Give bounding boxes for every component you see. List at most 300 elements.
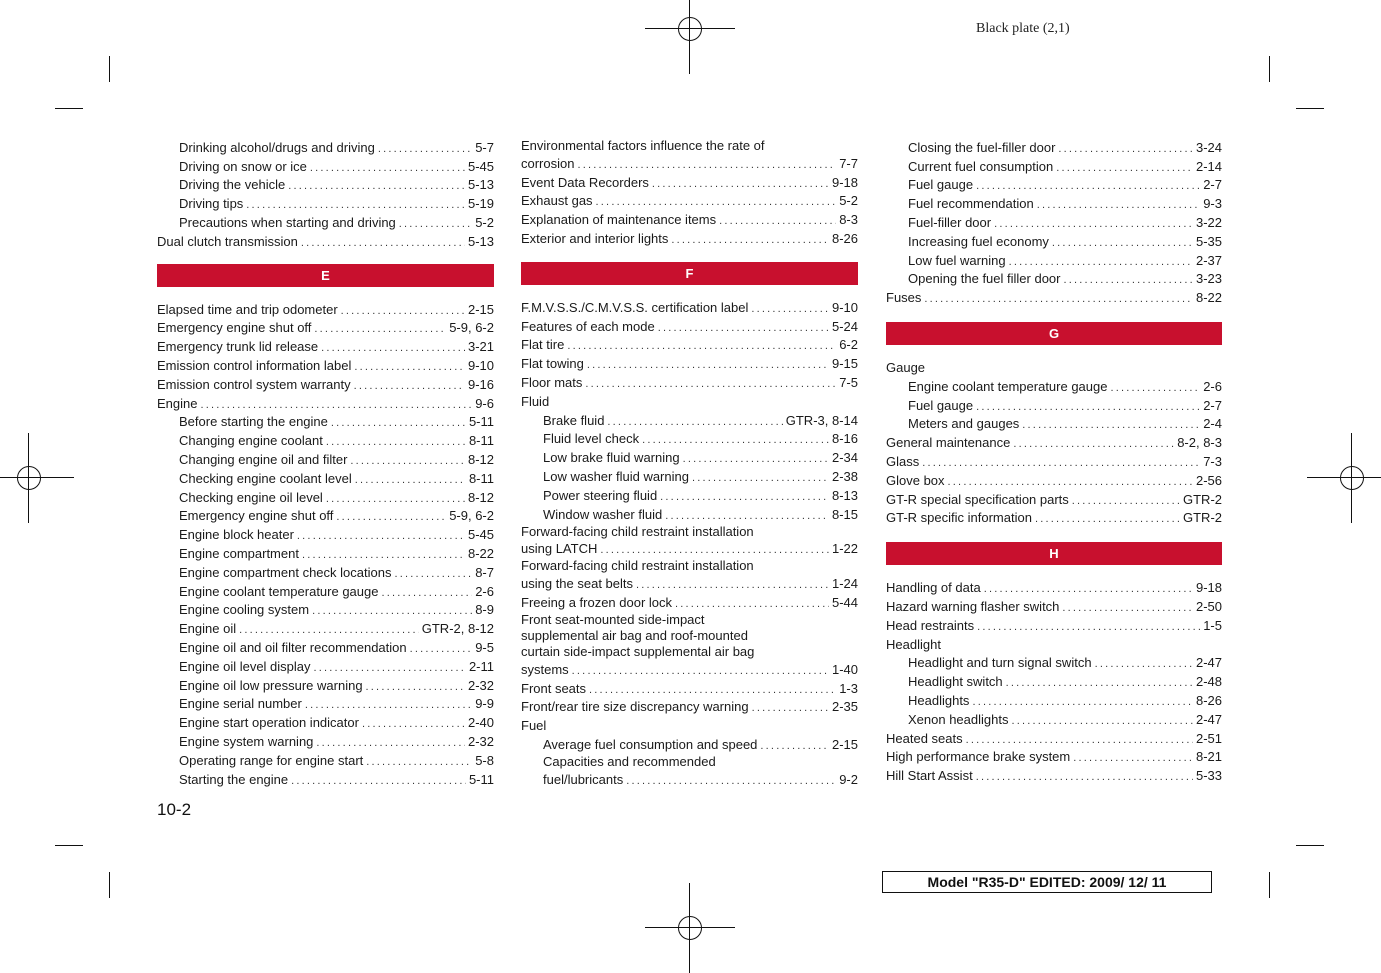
dot-leader (652, 177, 829, 191)
index-entry-multiline (521, 138, 858, 173)
index-entry (886, 213, 1222, 232)
dot-leader (596, 195, 837, 209)
entry-term: Before starting the engine (179, 414, 328, 430)
entry-term: Low brake fluid warning (543, 450, 680, 466)
index-entry (157, 488, 494, 507)
dot-leader (636, 578, 829, 592)
dot-leader (1022, 418, 1200, 432)
dot-leader (658, 321, 829, 335)
dot-leader (1035, 512, 1180, 526)
dot-leader (1056, 161, 1193, 175)
entry-page: 8-22 (467, 545, 494, 561)
index-entry (157, 525, 494, 544)
index-entry (521, 392, 858, 411)
index-entry (521, 679, 858, 698)
dot-leader (1037, 198, 1200, 212)
index-entry (886, 377, 1222, 396)
dot-leader (1013, 437, 1174, 451)
crop-mark (1269, 56, 1270, 82)
index-entry (886, 471, 1222, 490)
entry-term: Handling of data (886, 580, 981, 596)
dot-leader (1073, 751, 1193, 765)
dot-leader (994, 217, 1193, 231)
entry-term: Front/rear tire size discrepancy warning (521, 699, 749, 715)
entry-page: 2-6 (475, 583, 494, 599)
dot-leader (642, 433, 829, 447)
entry-page: 2-48 (1195, 674, 1222, 690)
index-entry (886, 748, 1222, 767)
entry-page: 5-33 (1195, 768, 1222, 784)
entry-page: 8-3 (839, 212, 858, 228)
index-entry (157, 638, 494, 657)
entry-term: Engine system warning (179, 733, 314, 749)
entry-page: 7-7 (839, 155, 858, 171)
index-entry (157, 582, 494, 601)
entry-term: GT-R special specification parts (886, 491, 1069, 507)
dot-leader (719, 214, 836, 228)
dot-leader (378, 142, 472, 156)
entry-page: 5-11 (468, 414, 494, 430)
entry-term: Elapsed time and trip odometer (157, 301, 338, 317)
entry-term: Current fuel consumption (908, 158, 1054, 174)
model-edited-box: Model "R35-D" EDITED: 2009/ 12/ 11 (882, 871, 1212, 893)
entry-page: 5-9, 6-2 (449, 508, 494, 524)
entry-page: 8-2, 8-3 (1177, 435, 1222, 451)
entry-page: 2-32 (467, 733, 494, 749)
entry-page: 8-22 (1195, 290, 1222, 306)
index-entry (521, 173, 858, 192)
entry-page: 2-56 (1195, 472, 1222, 488)
dot-leader (341, 304, 465, 318)
entry-term-line: Forward-facing child restraint installation (521, 558, 754, 574)
entry-page: 8-26 (1195, 692, 1222, 708)
entry-term: Features of each mode (521, 318, 655, 334)
entry-term: Meters and gauges (908, 416, 1020, 432)
index-entry (521, 411, 858, 430)
entry-term: Explanation of maintenance items (521, 212, 717, 228)
entry-term: Freeing a frozen door lock (521, 594, 673, 610)
index-entry (886, 176, 1222, 195)
dot-leader (312, 604, 472, 618)
entry-term: Head restraints (886, 617, 975, 633)
entry-term: Emission control information label (157, 357, 352, 373)
entry-term: Floor mats (521, 374, 583, 390)
dot-leader (381, 586, 472, 600)
dot-leader (585, 377, 836, 391)
entry-page: 8-16 (831, 431, 858, 447)
entry-term: F.M.V.S.S./C.M.V.S.S. certification label (521, 299, 749, 315)
entry-page: 5-7 (475, 139, 494, 155)
index-entry (521, 698, 858, 717)
entry-term: Starting the engine (179, 771, 289, 787)
index-entry (886, 433, 1222, 452)
entry-term: Xenon headlights (908, 711, 1009, 727)
entry-page: 1-3 (839, 680, 858, 696)
entry-term: Engine coolant temperature gauge (179, 583, 379, 599)
entry-term: Fuel-filler door (908, 214, 992, 230)
registration-mark-left (0, 433, 74, 523)
index-entry (886, 415, 1222, 434)
index-entry (886, 654, 1222, 673)
entry-term: Engine start operation indicator (179, 715, 359, 731)
entry-page: GTR-2, 8-12 (421, 621, 494, 637)
index-entry (157, 450, 494, 469)
dot-leader (922, 456, 1200, 470)
entry-term: Hill Start Assist (886, 768, 973, 784)
dot-leader (752, 701, 829, 715)
entry-page: 2-40 (467, 715, 494, 731)
entry-page: 2-4 (1203, 416, 1222, 432)
index-entry (157, 176, 494, 195)
index-entry (886, 452, 1222, 471)
section-letter-bar: E (157, 264, 494, 287)
page-number: 10-2 (157, 800, 192, 819)
dot-leader (200, 398, 472, 412)
index-entry (157, 356, 494, 375)
dot-leader (355, 473, 466, 487)
dot-leader (1052, 236, 1193, 250)
index-entry (886, 578, 1222, 597)
index-entry (886, 490, 1222, 509)
dot-leader (948, 475, 1193, 489)
index-entry (886, 672, 1222, 691)
entry-term: Emergency engine shut off (157, 320, 312, 336)
entry-page: 9-9 (475, 696, 494, 712)
entry-term: Emergency trunk lid release (157, 339, 319, 355)
entry-term: Engine block heater (179, 527, 294, 543)
entry-term-line: using the seat belts (521, 576, 634, 592)
entry-term-line: curtain side-impact supplemental air bag (521, 643, 755, 659)
entry-term: Fluid level check (543, 431, 640, 447)
dot-leader (760, 739, 829, 753)
entry-term: GT-R specific information (886, 510, 1032, 526)
entry-term: Brake fluid (543, 412, 605, 428)
entry-page: 9-10 (467, 357, 494, 373)
entry-page: 2-37 (1195, 252, 1222, 268)
index-entry (157, 232, 494, 251)
entry-page: 9-3 (1203, 196, 1222, 212)
entry-term: Changing engine coolant (179, 433, 323, 449)
entry-term: Flat towing (521, 356, 584, 372)
dot-leader (314, 661, 466, 675)
index-entry (886, 232, 1222, 251)
dot-leader (336, 510, 446, 524)
entry-term: Gauge (886, 359, 926, 375)
dot-leader (291, 774, 466, 788)
entry-page: GTR-2 (1183, 510, 1222, 526)
dot-leader (1110, 381, 1200, 395)
entry-term: Fuel gauge (908, 177, 974, 193)
entry-page: 2-15 (467, 301, 494, 317)
dot-leader (350, 454, 465, 468)
dot-leader (310, 161, 465, 175)
entry-term: Engine (157, 395, 198, 411)
dot-leader (288, 179, 465, 193)
dot-leader (314, 322, 446, 336)
index-entry (521, 735, 858, 754)
dot-leader (966, 733, 1193, 747)
entry-term: Engine cooling system (179, 602, 310, 618)
index-entry (157, 213, 494, 232)
crop-mark (55, 845, 83, 846)
index-entry-multiline (521, 612, 858, 679)
dot-leader (660, 490, 829, 504)
crop-mark (109, 872, 110, 898)
index-entry (886, 710, 1222, 729)
dot-leader (984, 582, 1193, 596)
index-entry (157, 713, 494, 732)
index-entry (157, 319, 494, 338)
entry-page: 9-15 (831, 356, 858, 372)
entry-term: Emission control system warranty (157, 376, 351, 392)
index-entry (157, 413, 494, 432)
entry-term: Engine oil (179, 621, 237, 637)
entry-page: 2-35 (831, 699, 858, 715)
index-entry (157, 601, 494, 620)
index-entry-multiline (521, 524, 858, 559)
entry-page: 5-45 (467, 527, 494, 543)
entry-term: Power steering fluid (543, 487, 658, 503)
entry-page: 8-11 (468, 470, 494, 486)
entry-page: 6-2 (839, 337, 858, 353)
entry-page: 8-12 (467, 489, 494, 505)
entry-page: 8-9 (475, 602, 494, 618)
entry-page: 2-34 (831, 450, 858, 466)
dot-leader (1058, 142, 1193, 156)
entry-term: Drinking alcohol/drugs and driving (179, 139, 375, 155)
dot-leader (366, 755, 472, 769)
entry-page: 1-40 (831, 661, 858, 677)
entry-term-line: supplemental air bag and roof-mounted (521, 627, 748, 643)
index-entry (886, 251, 1222, 270)
entry-term: High performance brake system (886, 749, 1071, 765)
dot-leader (577, 158, 836, 172)
plate-label: Black plate (2,1) (976, 21, 1070, 36)
entry-term: Opening the fuel filler door (908, 271, 1061, 287)
index-entry (521, 373, 858, 392)
dot-leader (976, 770, 1193, 784)
entry-term: Low washer fluid warning (543, 468, 689, 484)
dot-leader (607, 415, 782, 429)
section-letter-bar: F (521, 262, 858, 285)
index-entry-multiline (521, 754, 858, 789)
index-entry (521, 593, 858, 612)
dot-leader (626, 774, 836, 788)
index-entry (521, 229, 858, 248)
index-entry (157, 194, 494, 213)
entry-term: Engine oil low pressure warning (179, 677, 363, 693)
dot-leader (239, 623, 419, 637)
entry-page: 3-21 (467, 339, 494, 355)
index-entry (886, 358, 1222, 377)
entry-page: 8-13 (831, 487, 858, 503)
entry-page: 8-12 (467, 451, 494, 467)
entry-page: 9-6 (475, 395, 494, 411)
entry-page: 2-47 (1195, 655, 1222, 671)
dot-leader (567, 339, 836, 353)
index-entry (886, 194, 1222, 213)
entry-page: 1-22 (831, 541, 858, 557)
entry-term: Glass (886, 453, 920, 469)
index-entry (157, 770, 494, 789)
entry-page: 8-11 (468, 433, 494, 449)
entry-term-line: systems (521, 661, 569, 677)
entry-term: Increasing fuel economy (908, 233, 1049, 249)
index-entry (157, 138, 494, 157)
index-entry (157, 507, 494, 526)
entry-term: Precautions when starting and driving (179, 214, 396, 230)
entry-term: Average fuel consumption and speed (543, 736, 758, 752)
entry-page: 9-18 (1195, 580, 1222, 596)
dot-leader (394, 567, 472, 581)
entry-page: 1-24 (831, 576, 858, 592)
index-entry (157, 695, 494, 714)
index-entry (157, 676, 494, 695)
index-entry (886, 396, 1222, 415)
entry-term: Closing the fuel-filler door (908, 139, 1056, 155)
entry-page: 2-47 (1195, 711, 1222, 727)
dot-leader (321, 341, 465, 355)
entry-term-line: using LATCH (521, 541, 598, 557)
entry-term: Emergency engine shut off (179, 508, 334, 524)
entry-term: Engine oil and oil filter recommendation (179, 639, 407, 655)
index-entry (521, 192, 858, 211)
index-entry (157, 394, 494, 413)
entry-term: Operating range for engine start (179, 752, 364, 768)
dot-leader (1006, 676, 1193, 690)
dot-leader (977, 620, 1200, 634)
crop-mark (109, 56, 110, 82)
entry-page: GTR-3, 8-14 (785, 412, 858, 428)
dot-leader (587, 358, 829, 372)
entry-term: Fuel gauge (908, 397, 974, 413)
entry-term: Fluid (521, 393, 550, 409)
entry-term: Headlight and turn signal switch (908, 655, 1092, 671)
dot-leader (297, 529, 465, 543)
registration-mark-top (645, 0, 735, 74)
dot-leader (305, 698, 472, 712)
entry-term: Headlight switch (908, 674, 1003, 690)
index-entry (886, 509, 1222, 528)
index-entry (157, 469, 494, 488)
entry-term: Fuses (886, 290, 922, 306)
entry-page: 2-7 (1203, 177, 1222, 193)
entry-term: Front seats (521, 680, 587, 696)
entry-page: GTR-2 (1183, 491, 1222, 507)
entry-page: 9-2 (839, 771, 858, 787)
index-column-1 (157, 138, 494, 789)
index-entry (886, 766, 1222, 785)
dot-leader (410, 642, 473, 656)
dot-leader (972, 695, 1193, 709)
entry-page: 3-22 (1195, 214, 1222, 230)
index-entry (886, 729, 1222, 748)
section-letter-bar: G (886, 322, 1222, 345)
index-column-3 (886, 138, 1222, 785)
index-entry (521, 317, 858, 336)
index-entry (886, 288, 1222, 307)
dot-leader (692, 471, 829, 485)
entry-page: 2-32 (467, 677, 494, 693)
registration-mark-bottom (645, 883, 735, 973)
entry-page: 2-51 (1195, 730, 1222, 746)
index-entry (157, 544, 494, 563)
dot-leader (1062, 601, 1193, 615)
dot-leader (671, 233, 829, 247)
dot-leader (600, 543, 829, 557)
entry-term-line: Environmental factors influence the rate of (521, 138, 765, 153)
dot-leader (1072, 494, 1180, 508)
entry-term: Glove box (886, 472, 945, 488)
index-entry (157, 657, 494, 676)
index-entry (521, 716, 858, 735)
entry-page: 2-50 (1195, 598, 1222, 614)
entry-page: 2-11 (468, 658, 494, 674)
dot-leader (683, 452, 829, 466)
entry-page: 5-44 (831, 594, 858, 610)
index-entry (157, 732, 494, 751)
entry-page: 5-9, 6-2 (449, 320, 494, 336)
index-entry (157, 563, 494, 582)
entry-page: 5-13 (467, 177, 494, 193)
entry-page: 8-21 (1195, 749, 1222, 765)
index-entry (157, 619, 494, 638)
entry-term: General maintenance (886, 435, 1011, 451)
entry-term: Fuel (521, 718, 547, 734)
entry-term-line: Capacities and recommended (543, 753, 716, 769)
entry-term: Exhaust gas (521, 193, 593, 209)
entry-page: 5-24 (831, 318, 858, 334)
dot-leader (924, 292, 1193, 306)
dot-leader (1011, 714, 1192, 728)
crop-mark (55, 108, 83, 109)
entry-term: Heated seats (886, 730, 963, 746)
index-entry (886, 138, 1222, 157)
entry-page: 8-15 (831, 506, 858, 522)
entry-page: 1-5 (1203, 617, 1222, 633)
index-entry (886, 635, 1222, 654)
dot-leader (354, 360, 465, 374)
section-letter-bar: H (886, 542, 1222, 565)
entry-page: 2-38 (831, 468, 858, 484)
index-entry (521, 467, 858, 486)
dot-leader (302, 548, 465, 562)
index-entry (521, 298, 858, 317)
dot-leader (1063, 273, 1192, 287)
entry-term: Low fuel warning (908, 252, 1006, 268)
entry-term: Exterior and interior lights (521, 230, 669, 246)
index-entry (521, 210, 858, 229)
dot-leader (751, 302, 829, 316)
entry-term: Hazard warning flasher switch (886, 598, 1060, 614)
index-entry (886, 270, 1222, 289)
dot-leader (399, 217, 472, 231)
index-column-2 (521, 138, 858, 789)
dot-leader (589, 683, 836, 697)
entry-page: 7-3 (1203, 453, 1222, 469)
dot-leader (1009, 255, 1193, 269)
entry-page: 9-5 (475, 639, 494, 655)
index-entry (521, 486, 858, 505)
index-entry (521, 430, 858, 449)
entry-term: Window washer fluid (543, 506, 663, 522)
entry-term: Engine compartment (179, 545, 299, 561)
entry-term: Flat tire (521, 337, 565, 353)
dot-leader (326, 492, 465, 506)
entry-term: Headlights (908, 692, 970, 708)
entry-term: Event Data Recorders (521, 174, 649, 190)
dot-leader (354, 379, 465, 393)
